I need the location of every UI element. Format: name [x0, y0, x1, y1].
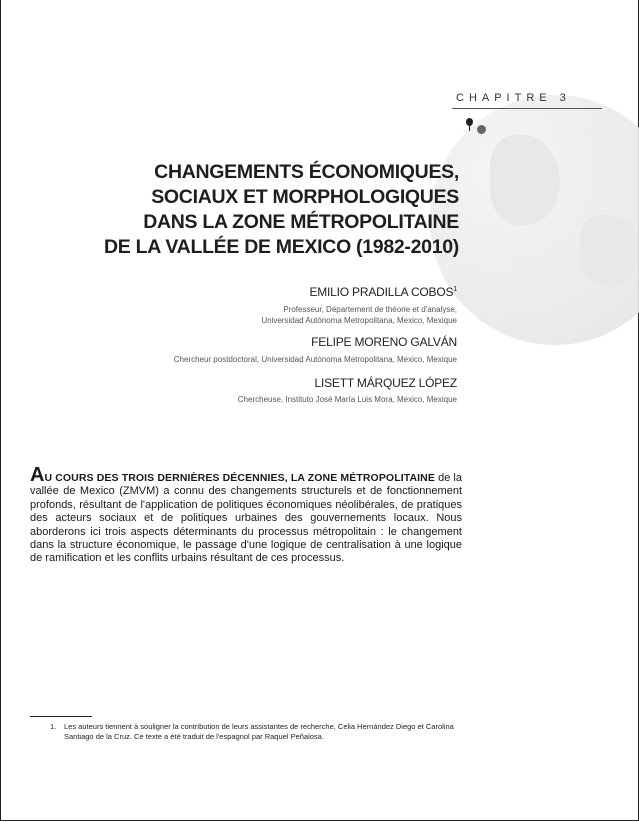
map-pin-icon — [477, 125, 486, 134]
chapter-title — [39, 160, 459, 260]
drop-cap: A — [30, 464, 45, 486]
map-pin-stem — [469, 125, 470, 131]
author-affiliation: Chercheur postdoctoral, Universidad Autónoma Metropolitana, Mexico, Mexique — [173, 355, 457, 364]
footnote-rule — [30, 716, 92, 717]
author-affiliation: Universidad Autónoma Metropolitana, Mexico, Mexique — [261, 316, 457, 325]
author-affiliation: Professeur, Département de théorie et d'analyse, — [283, 305, 457, 314]
author-name: FELIPE MORENO GALVÁN — [311, 335, 457, 349]
footnote-marker: 1 — [453, 286, 457, 293]
footnote — [50, 722, 464, 742]
author-affiliation: Chercheuse, Instituto José María Luis Mora, Mexico, Mexique — [237, 395, 457, 404]
title-line: CHANGEMENTS ÉCONOMIQUES, — [154, 161, 459, 183]
footnote-number: 1. — [50, 722, 57, 731]
author-name: LISETT MÁRQUEZ LÓPEZ — [314, 376, 457, 390]
chapter-rule — [452, 108, 602, 109]
chapter-label: CHAPITRE 3 — [456, 92, 571, 104]
abstract-body: de la vallée de Mexico (ZMVM) a connu des changements structurels et de fonctionnement profonds, résultant de l'application de politiques économiques néolibérales, de pratiques des acteurs sociaux et de politiques urbaines des gouvernements locaux. Nous aborderons ici trois aspects déterminants du processus métropolitain : le changement dans la structure économique, le passage d'une logique de centralisation à une logique de ramification et les conflits urbains résultant de ces processus. — [30, 472, 462, 565]
title-line: DANS LA ZONE MÉTROPOLITAINE — [143, 211, 459, 233]
abstract-lead: U COURS DES TROIS DERNIÈRES DÉCENNIES, LA ZONE MÉTROPOLITAINE — [44, 472, 435, 484]
title-line: DE LA VALLÉE DE MEXICO (1982-2010) — [104, 236, 459, 258]
continent-shape — [580, 215, 639, 285]
author-name: EMILIO PRADILLA COBOS$^1$ — [309, 285, 457, 299]
title-line: SOCIAUX ET MORPHOLOGIQUES — [151, 186, 459, 208]
abstract-paragraph — [30, 464, 462, 566]
continent-shape — [490, 135, 560, 225]
footnote-text: Les auteurs tiennent à souligner la contribution de leurs assistantes de recherche, Celia Hernández Diego et Carolina Santiago de la Cruz. Ce texte a été traduit de l'espagnol par Raquel Peñalosa. — [64, 722, 454, 741]
